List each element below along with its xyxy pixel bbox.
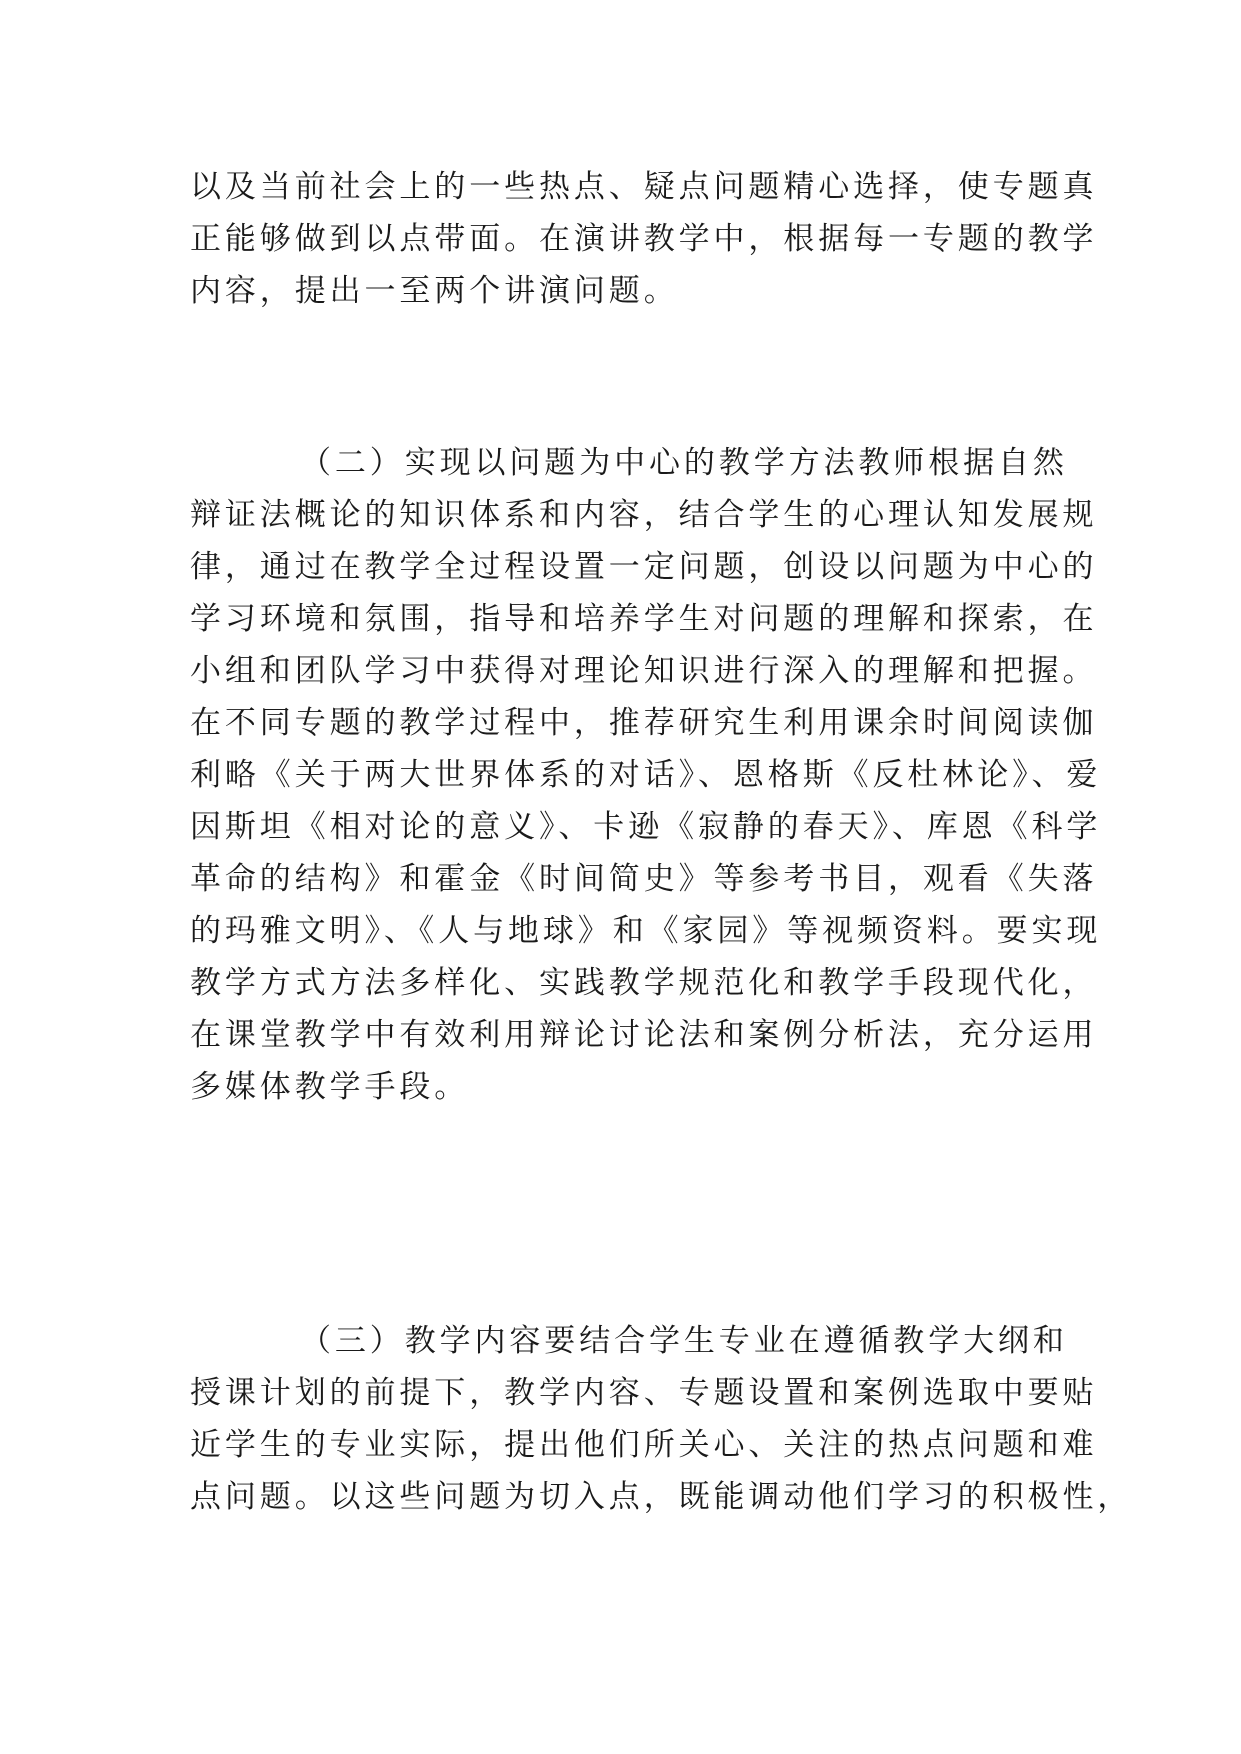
paragraph-line: 内容，提出一至两个讲演问题。	[190, 273, 679, 309]
paragraph-line: 多媒体教学手段。	[190, 1069, 470, 1105]
paragraph-line: 教学方式方法多样化、实践教学规范化和教学手段现代化，	[190, 965, 1098, 1001]
section-heading-line: （三）教学内容要结合学生专业在遵循教学大纲和	[300, 1323, 1068, 1359]
paragraph-line: 小组和团队学习中获得对理论知识进行深入的理解和把握。	[190, 653, 1098, 689]
paragraph-line: 革命的结构》和霍金《时间简史》等参考书目，观看《失落	[190, 861, 1098, 897]
paragraph-line: 辩证法概论的知识体系和内容，结合学生的心理认知发展规	[190, 497, 1098, 533]
paragraph-line: 在不同专题的教学过程中，推荐研究生利用课余时间阅读伽	[190, 705, 1098, 741]
paragraph-line: 以及当前社会上的一些热点、疑点问题精心选择，使专题真	[190, 169, 1098, 205]
paragraph-line: 近学生的专业实际，提出他们所关心、关注的热点问题和难	[190, 1427, 1098, 1463]
paragraph-line: 学习环境和氛围，指导和培养学生对问题的理解和探索，在	[190, 601, 1098, 637]
section-heading-line: （二）实现以问题为中心的教学方法教师根据自然	[300, 445, 1068, 481]
paragraph-line: 点问题。以这些问题为切入点，既能调动他们学习的积极性，	[190, 1479, 1133, 1515]
paragraph-line: 正能够做到以点带面。在演讲教学中，根据每一专题的教学	[190, 221, 1098, 257]
paragraph-line: 因斯坦《相对论的意义》、卡逊《寂静的春天》、库恩《科学	[190, 809, 1102, 845]
paragraph-line: 的玛雅文明》、《人与地球》和《家园》等视频资料。要实现	[190, 913, 1102, 949]
paragraph-line: 在课堂教学中有效利用辩论讨论法和案例分析法，充分运用	[190, 1017, 1098, 1053]
paragraph-line: 利略《关于两大世界体系的对话》、恩格斯《反杜林论》、爱	[190, 757, 1102, 793]
paragraph-line: 律，通过在教学全过程设置一定问题，创设以问题为中心的	[190, 549, 1098, 585]
paragraph-line: 授课计划的前提下，教学内容、专题设置和案例选取中要贴	[190, 1375, 1098, 1411]
